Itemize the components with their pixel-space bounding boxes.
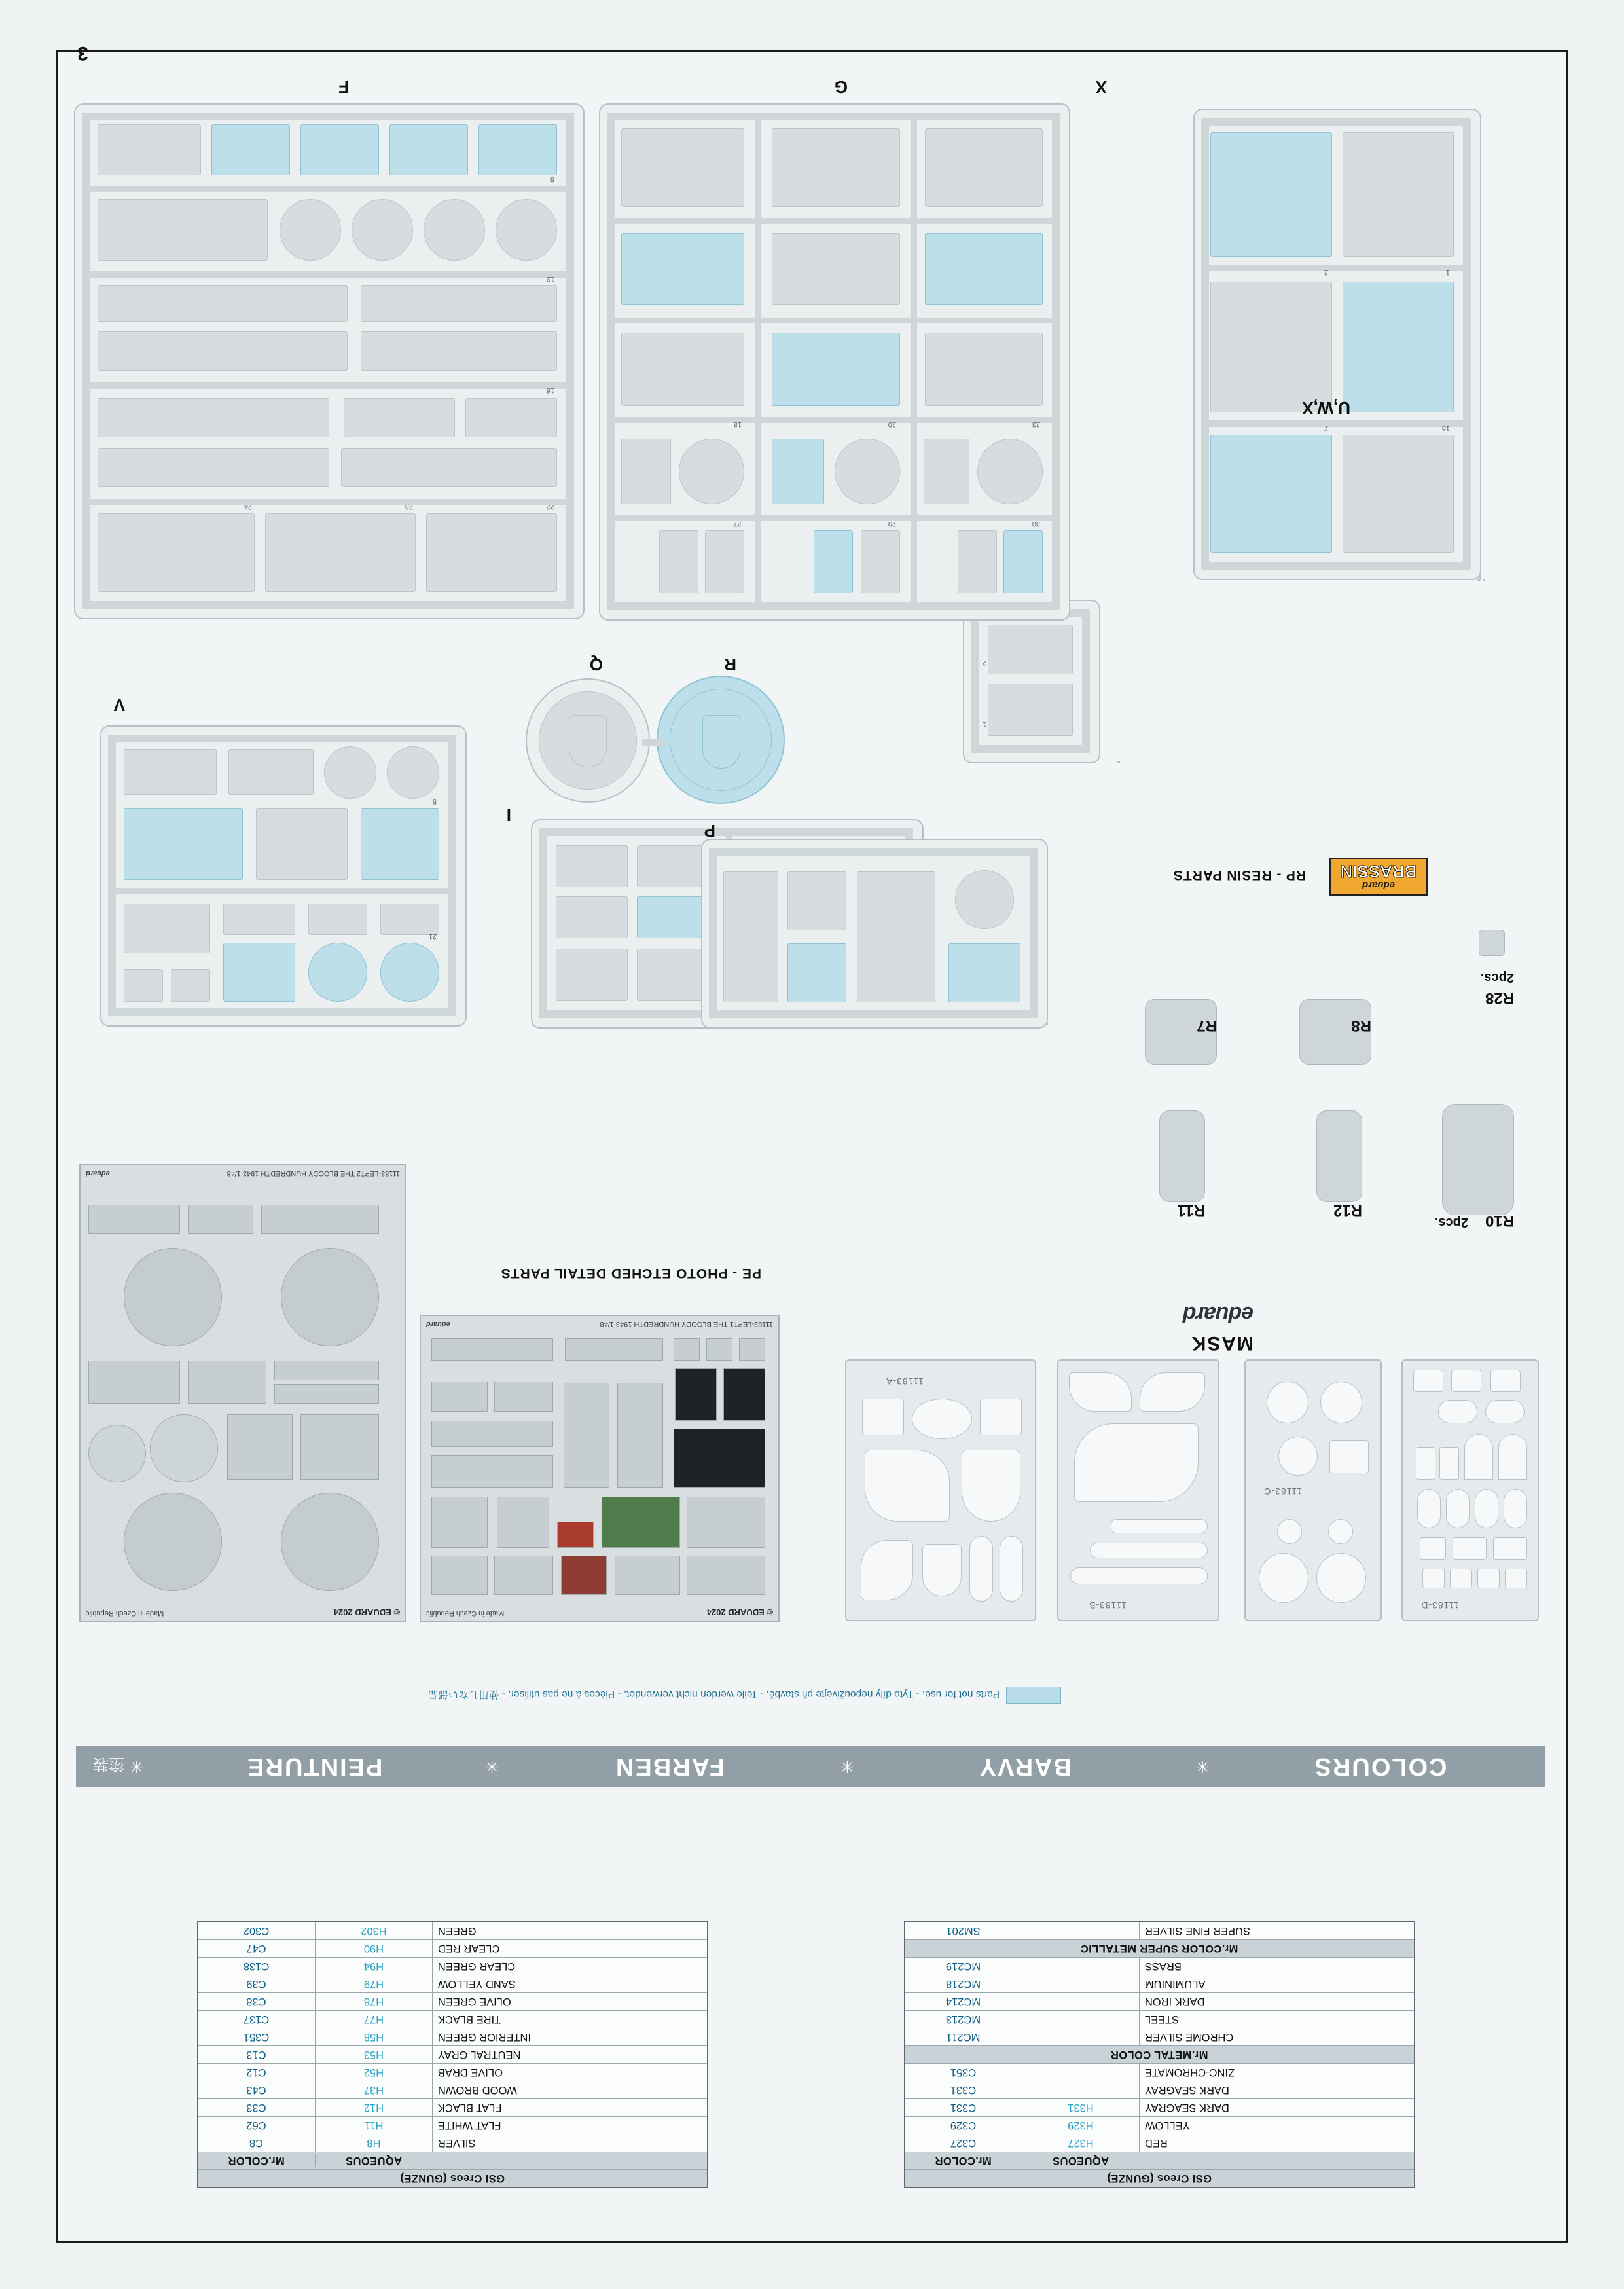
- banner-title-fr: PEINTURE: [246, 1753, 383, 1781]
- resin-label-R28: R28: [1485, 989, 1514, 1007]
- sprue-g: 30 29 27 23 20 18: [599, 103, 1070, 621]
- table-brand-header: GSI Creos (GUNZE): [198, 2169, 707, 2187]
- star-icon: ✳: [130, 1757, 144, 1777]
- table-column-header: AQUEOUS Mr.COLOR: [198, 2152, 707, 2169]
- mask-block-title: MASK: [1190, 1332, 1254, 1354]
- star-icon: ✳: [484, 1757, 499, 1777]
- table-row: FLAT BLACK H12 C33: [198, 2098, 707, 2116]
- resin-label-R11: R11: [1177, 1201, 1205, 1219]
- table-row: CLEAR GREEN H94 C138: [198, 1957, 707, 1975]
- pe-block-title: PE - PHOTO ETCHED DETAIL PARTS: [500, 1266, 761, 1281]
- sprue-label-i: I: [506, 805, 511, 825]
- table-row: SAND YELLOW H79 C39: [198, 1975, 707, 1992]
- sprue-label-uwx: U,W,X: [1302, 398, 1350, 418]
- banner-title-en: COLOURS: [1313, 1753, 1447, 1781]
- pe-fret-1: © EDUARD 2024 Made in Czech Republic 11183-LEPT1 THE BLOODY HUNDREDTH 1943 1/48 eduard: [420, 1315, 780, 1622]
- sprue-r: [657, 676, 785, 804]
- table-row: RED H327 C327: [905, 2134, 1414, 2152]
- sprue-label-r: R: [724, 655, 736, 674]
- resin-label-R12: R12: [1333, 1201, 1362, 1219]
- table-row: TIRE BLACK H77 C137: [198, 2010, 707, 2028]
- resin-qty-R10: 2pcs.: [1434, 1215, 1468, 1230]
- table-row: STEEL MC213: [905, 2010, 1414, 2028]
- table-row: ZINC-CHROMATE C351: [905, 2063, 1414, 2081]
- table-row: WOOD BROWN H37 C43: [198, 2081, 707, 2098]
- table-row: OLIVE DRAB H52 C12: [198, 2063, 707, 2081]
- sprue-uwx: 15 7 1 2: [1193, 109, 1481, 580]
- table-row: CHROME SILVER MC211: [905, 2028, 1414, 2045]
- table-row: SUPER FINE SILVER SM201: [905, 1922, 1414, 1939]
- table-section-header: Mr.COLOR SUPER METALLIC: [905, 1939, 1414, 1957]
- banner-title-jp: 塗装: [93, 1755, 124, 1774]
- table-brand-header: GSI Creos (GUNZE): [905, 2169, 1414, 2187]
- pe-fret-2: © EDUARD 2024 Made in Czech Republic 11183-LEPT2 THE BLOODY HUNDREDTH 1943 1/48 eduard: [79, 1164, 406, 1622]
- banner-title-cz: BARVY: [978, 1753, 1072, 1781]
- table-row: DARK SEAGRAY H331 C331: [905, 2098, 1414, 2116]
- resin-part-R11: [1159, 1110, 1205, 1202]
- table-row: NEUTRAL GRAY H53 C13: [198, 2045, 707, 2063]
- brassin-wordmark: BRASSIN: [1340, 862, 1417, 882]
- star-icon: ✳: [840, 1757, 855, 1777]
- table-row: BRASS MC219: [905, 1957, 1414, 1975]
- resin-block-title: RP - RESIN PARTS: [1172, 868, 1306, 883]
- sprue-w: 1 2: [963, 600, 1100, 763]
- table-row: ALUMINIUM MC218: [905, 1975, 1414, 1992]
- sprue-label-x: X: [1095, 77, 1107, 97]
- eduard-logo-mask: eduard: [1183, 1302, 1254, 1327]
- sprue-label-g: G: [834, 77, 848, 97]
- resin-label-R7: R7: [1197, 1017, 1217, 1035]
- sprue-label-v: V: [113, 695, 125, 715]
- page-number: 3: [77, 43, 88, 64]
- table-section-header: Mr.METAL COLOR: [905, 2045, 1414, 2063]
- resin-part-R12: [1316, 1110, 1362, 1202]
- mask-sheet-a: 11183-A: [845, 1359, 1036, 1621]
- colours-banner: [76, 1746, 1545, 1787]
- star-icon: ✳: [1195, 1757, 1210, 1777]
- table-row: OLIVE GREEN H78 C38: [198, 1992, 707, 2010]
- sprue-q: [526, 678, 650, 803]
- mask-sheet-b: 11183-B: [1057, 1359, 1219, 1621]
- colour-table-right: [197, 1921, 708, 2188]
- sprue-label-q: Q: [589, 655, 603, 674]
- table-row: INTERIOR GREEN H58 C351: [198, 2028, 707, 2045]
- brassin-logo: [1329, 858, 1428, 896]
- table-row: DARK IRON MC214: [905, 1992, 1414, 2010]
- sprue-label-f: F: [338, 77, 349, 97]
- sprue-p: 21 5: [100, 725, 467, 1027]
- mask-sheet-d: 11183-D: [1401, 1359, 1539, 1621]
- mask-sheet-c: 11183-C: [1244, 1359, 1382, 1621]
- not-for-use-text: Parts not for use. - Tyto díly nepouživejte při stavbě. - Teile werden nicht verwendet. - Pièces à ne pas utiliser. - 使用しない部品: [428, 1689, 1000, 1700]
- sprue-f: 22 23 24 16 12 8: [74, 103, 585, 619]
- resin-label-R8: R8: [1351, 1017, 1371, 1035]
- table-column-header: AQUEOUS Mr.COLOR: [905, 2152, 1414, 2169]
- parts-not-for-use-note: [132, 1684, 1061, 1706]
- table-row: CLEAR RED H90 C47: [198, 1939, 707, 1957]
- table-row: YELLOW H329 C329: [905, 2116, 1414, 2134]
- colour-table-left: [904, 1921, 1415, 2188]
- resin-part-R28: [1479, 930, 1505, 956]
- resin-label-R10: R10: [1485, 1212, 1514, 1230]
- sprue-label-p: P: [704, 821, 715, 841]
- eduard-wordmark: eduard: [1362, 879, 1396, 891]
- resin-qty-R28: 2pcs.: [1480, 970, 1514, 985]
- banner-title-de: FARBEN: [614, 1753, 725, 1781]
- table-row: FLAT WHITE H11 C62: [198, 2116, 707, 2134]
- table-row: DARK SEAGRAY C331: [905, 2081, 1414, 2098]
- table-row: SILVER H8 C8: [198, 2134, 707, 2152]
- sprue-p-body: [701, 839, 1048, 1029]
- table-row: GREEN H302 C302: [198, 1922, 707, 1939]
- resin-part-R10: [1442, 1104, 1514, 1215]
- not-for-use-swatch: [1006, 1687, 1061, 1704]
